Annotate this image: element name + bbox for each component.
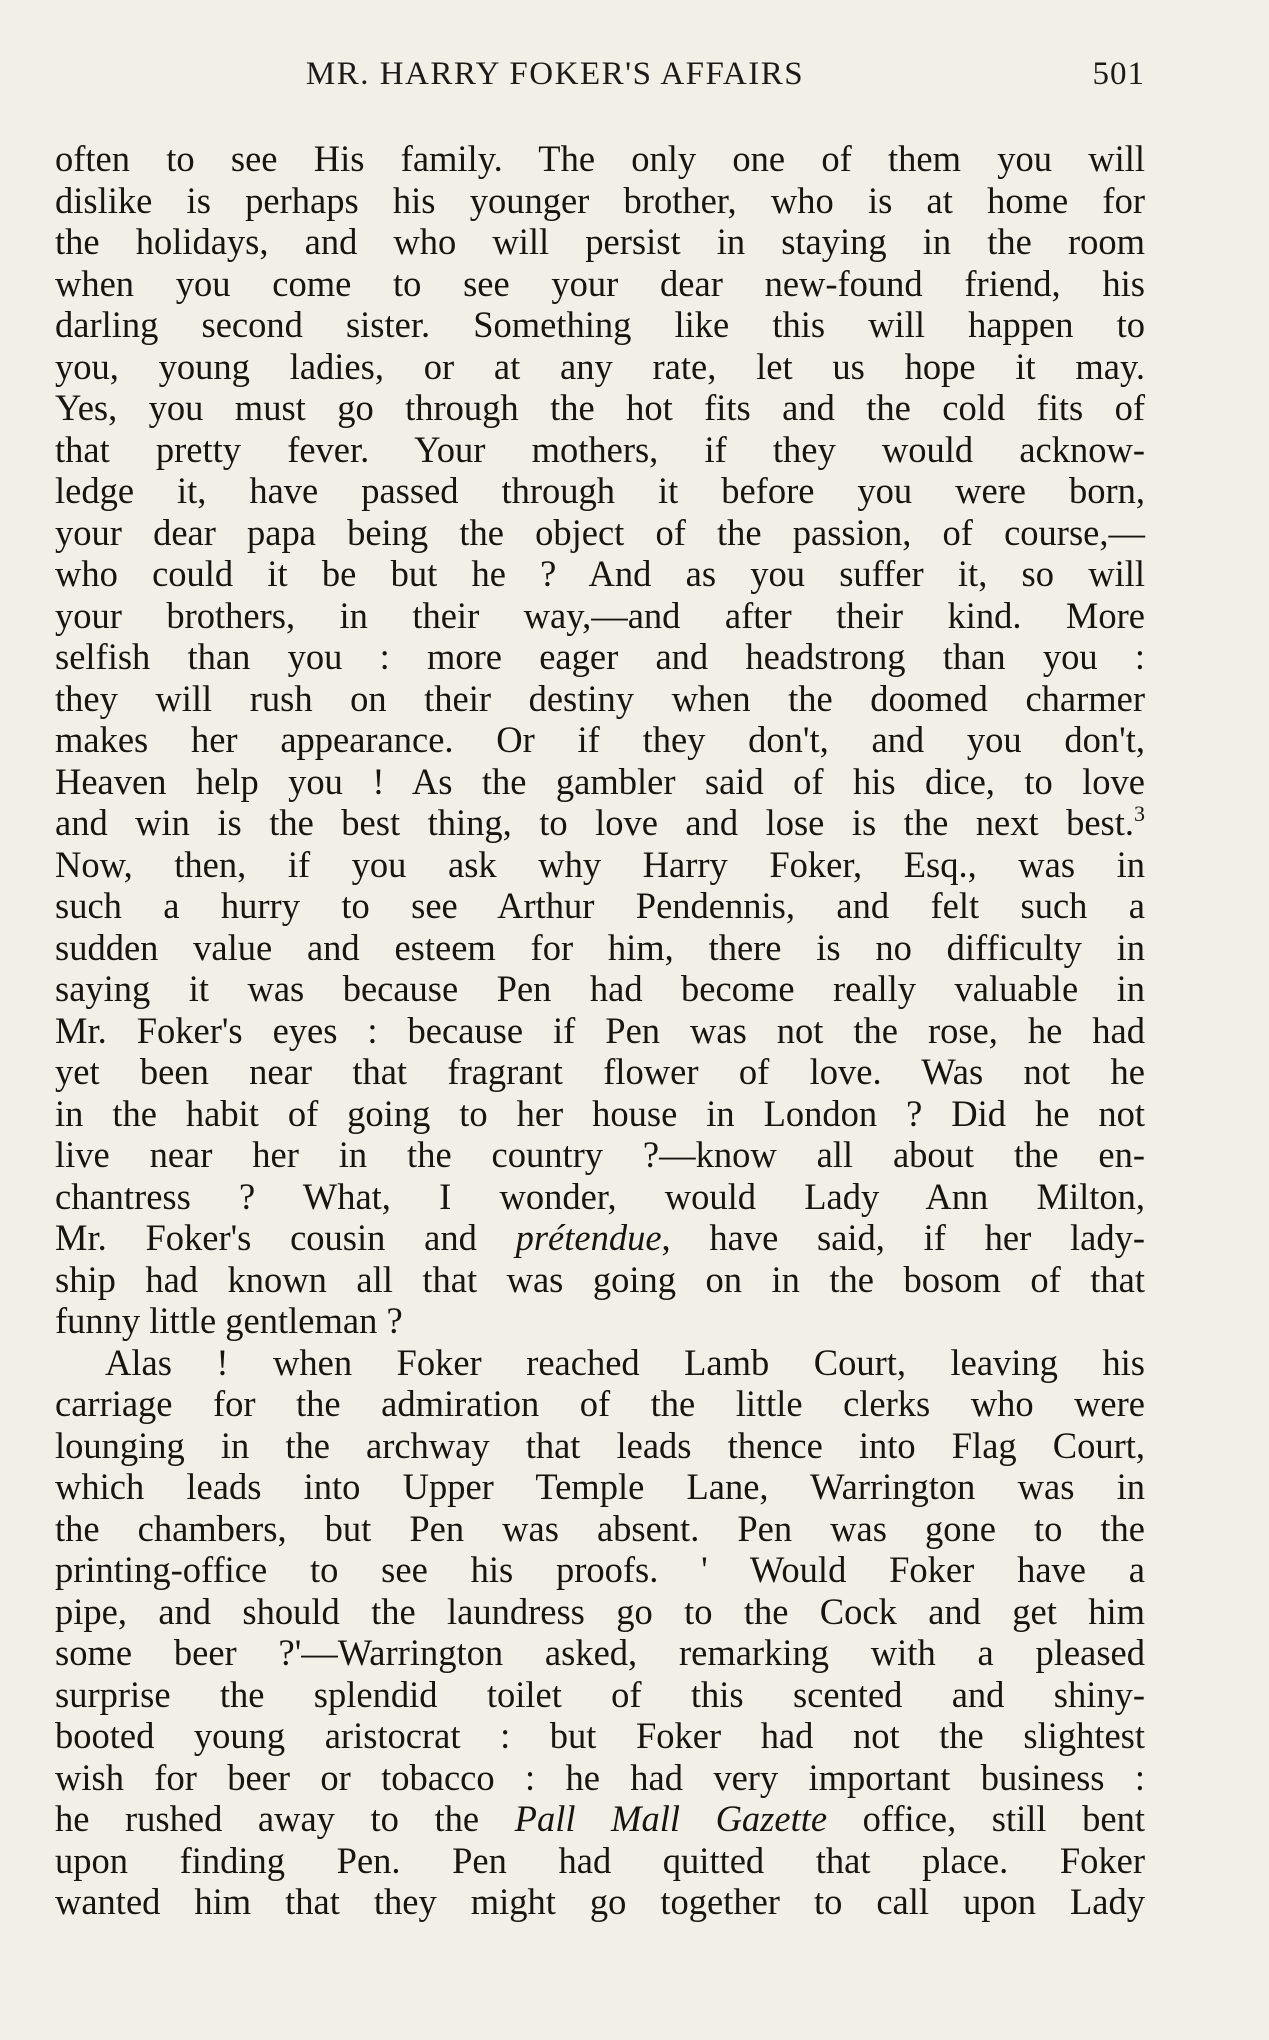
text-line: such a hurry to see Arthur Pendennis, and felt such a — [55, 885, 1145, 926]
text-line: they will rush on their destiny when the doomed charmer — [55, 677, 1145, 719]
text-line: sudden value and esteem for him, there is no difficulty in — [55, 926, 1145, 968]
page-number: 501 — [1092, 56, 1145, 92]
text-line: live near her in the country ?—know all about the en- — [55, 1134, 1145, 1175]
text-line: printing-office to see his proofs. ' Would Foker have a — [55, 1549, 1145, 1590]
text-line: Yes, you must go through the hot fits and the cold fits of — [55, 387, 1145, 428]
text-line: in the habit of going to her house in London ? Did he not — [55, 1092, 1145, 1134]
text-line: booted young aristocrat : but Foker had not the slightest — [55, 1715, 1145, 1756]
paragraph-start: Alas ! when Foker reached Lamb Court, leaving his — [105, 1341, 1145, 1383]
text-line: your brothers, in their way,—and after their kind. More — [55, 594, 1145, 636]
text-line: surprise the splendid toilet of this scented and shiny- — [55, 1673, 1145, 1715]
text-line: that pretty fever. Your mothers, if they would acknow- — [55, 428, 1145, 470]
text-line-with-italic — [55, 1217, 1145, 1259]
text-line: pipe, and should the laundress go to the Cock and get him — [55, 1590, 1145, 1632]
text-line: often to see His family. The only one of them you will — [55, 138, 1145, 179]
text-line: who could it be but he ? And as you suffer it, so will — [55, 553, 1145, 594]
text-line: chantress ? What, I wonder, would Lady Ann Milton, — [55, 1175, 1145, 1217]
text-line: makes her appearance. Or if they don't, and you don't, — [55, 719, 1145, 760]
text-segment: he rushed away to the — [55, 1798, 480, 1839]
running-title: MR. HARRY FOKER'S AFFAIRS — [305, 56, 805, 92]
text-line: Heaven help you ! As the gambler said of his dice, to love — [55, 760, 1145, 802]
text-line: selfish than you : more eager and headstrong than you : — [55, 636, 1145, 677]
text-segment: office, still bent — [862, 1798, 1145, 1839]
text-line: wanted him that they might go together to call upon Lady — [55, 1881, 1145, 1922]
body-text — [55, 138, 1145, 1923]
text-line-with-footnote — [55, 802, 1145, 844]
text-line-with-italic — [55, 1798, 1145, 1840]
footnote-marker: 3 — [1134, 801, 1145, 826]
text-line: when you come to see your dear new-found friend, his — [55, 262, 1145, 304]
text-segment: Mr. Foker's cousin and — [55, 1217, 477, 1258]
text-line: ledge it, have passed through it before you were born, — [55, 470, 1145, 511]
italic-term: prétendue — [515, 1217, 662, 1258]
text-line: ship had known all that was going on in the bosom of that — [55, 1258, 1145, 1300]
text-segment: and win is the best thing, to love and lose is the next best. — [55, 802, 1134, 843]
text-line: Mr. Foker's eyes : because if Pen was not the rose, he had — [55, 1009, 1145, 1051]
text-line: the chambers, but Pen was absent. Pen was gone to the — [55, 1507, 1145, 1549]
text-line: your dear papa being the object of the passion, of course,— — [55, 511, 1145, 553]
italic-title: Pall Mall Gazette — [514, 1798, 828, 1839]
text-line: lounging in the archway that leads thence into Flag Court, — [55, 1424, 1145, 1466]
text-line: the holidays, and who will persist in staying in the room — [55, 221, 1145, 262]
text-line: darling second sister. Something like this will happen to — [55, 304, 1145, 345]
text-line: yet been near that fragrant flower of love. Was not he — [55, 1051, 1145, 1092]
text-segment: , have said, if her lady- — [661, 1217, 1146, 1258]
text-line: funny little gentleman ? — [55, 1300, 403, 1341]
text-line: carriage for the admiration of the little clerks who were — [55, 1383, 1145, 1424]
text-line: upon finding Pen. Pen had quitted that place. Foker — [55, 1839, 1145, 1881]
text-line: wish for beer or tobacco : he had very important business : — [55, 1756, 1145, 1798]
text-line: some beer ?'—Warrington asked, remarking with a pleased — [55, 1632, 1145, 1673]
text-line: you, young ladies, or at any rate, let us hope it may. — [55, 345, 1145, 387]
running-head — [55, 56, 1145, 106]
text-line: Now, then, if you ask why Harry Foker, Esq., was in — [55, 843, 1145, 885]
text-line: dislike is perhaps his younger brother, who is at home for — [55, 179, 1145, 221]
text-line: saying it was because Pen had become really valuable in — [55, 968, 1145, 1009]
text-line: which leads into Upper Temple Lane, Warrington was in — [55, 1466, 1145, 1507]
